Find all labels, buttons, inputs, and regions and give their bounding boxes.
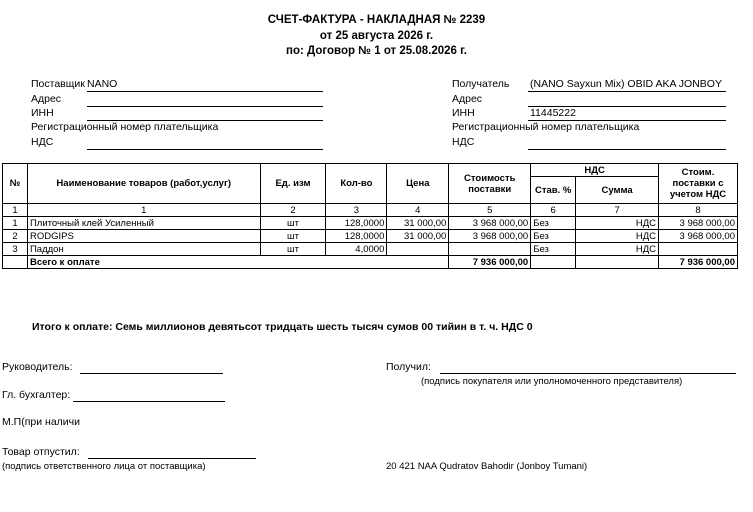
total-empty (576, 256, 659, 269)
stamp-label: М.П(при наличи (2, 416, 80, 428)
row-no: 3 (3, 243, 28, 256)
released-label: Товар отпустил: (2, 446, 80, 458)
row-price: 31 000,00 (387, 230, 449, 243)
total-label: Всего к оплате (27, 256, 448, 269)
header-vat-rate: Став. % (531, 177, 576, 204)
document-date: от 25 августа 2026 г. (319, 30, 434, 42)
row-unit: шт (260, 243, 326, 256)
supplier-name: NANO (87, 78, 118, 90)
row-name: RODGIPS (27, 230, 260, 243)
row-price: 31 000,00 (387, 217, 449, 230)
recipient-reg-label: Регистрационный номер плательщика (452, 121, 640, 133)
row-vat-sum: НДС (576, 217, 659, 230)
total-cost: 7 936 000,00 (449, 256, 531, 269)
header-price: Цена (387, 164, 449, 204)
row-qty: 128,0000 (326, 230, 387, 243)
released-note: (подпись ответственного лица от поставщика) (2, 461, 206, 472)
header-vat: НДС (531, 164, 659, 177)
received-label: Получил: (386, 361, 431, 373)
document-title: СЧЕТ-ФАКТУРА - НАКЛАДНАЯ № 2239 (267, 14, 486, 26)
table-row (3, 230, 738, 243)
row-name: Паддон (27, 243, 260, 256)
director-label: Руководитель: (2, 361, 73, 373)
col-number: 3 (326, 204, 387, 217)
column-number-row (3, 204, 738, 217)
row-vat-rate: Без (531, 230, 576, 243)
row-total (659, 243, 738, 256)
supplier-label: Поставщик (31, 78, 85, 90)
supplier-address-label: Адрес (31, 93, 62, 105)
supplier-vat-label: НДС (31, 136, 54, 148)
recipient-vat-line (528, 149, 726, 150)
row-unit: шт (260, 217, 326, 230)
col-number: 6 (531, 204, 576, 217)
col-number: 1 (3, 204, 28, 217)
header-cost: Стоимость поставки (449, 164, 531, 204)
row-no: 2 (3, 230, 28, 243)
total-empty (3, 256, 28, 269)
total-empty (531, 256, 576, 269)
recipient-address-label: Адрес (452, 93, 483, 105)
invoice-table (2, 163, 738, 269)
row-price (387, 243, 449, 256)
row-unit: шт (260, 230, 326, 243)
col-number: 8 (659, 204, 738, 217)
header-no: № (3, 164, 28, 204)
received-sign-line (440, 373, 736, 374)
recipient-inn-label: ИНН (452, 107, 475, 119)
row-total: 3 968 000,00 (659, 230, 738, 243)
supplier-inn-label: ИНН (31, 107, 54, 119)
row-qty: 4,0000 (326, 243, 387, 256)
supplier-name-line (87, 91, 323, 92)
supplier-address-line (87, 106, 323, 107)
recipient-vat-label: НДС (452, 136, 475, 148)
supplier-reg-label: Регистрационный номер плательщика (31, 121, 219, 133)
header-unit: Ед. изм (260, 164, 326, 204)
recipient-name-line (528, 91, 726, 92)
footer-recipient-info: 20 421 NAA Qudratov Bahodir (Jonboy Tumani) (386, 461, 588, 472)
table-row (3, 217, 738, 230)
row-qty: 128,0000 (326, 217, 387, 230)
row-vat-rate: Без (531, 217, 576, 230)
table-row (3, 243, 738, 256)
header-vat-sum: Сумма (576, 177, 659, 204)
row-vat-rate: Без (531, 243, 576, 256)
header-qty: Кол-во (326, 164, 387, 204)
col-number: 5 (449, 204, 531, 217)
row-total: 3 968 000,00 (659, 217, 738, 230)
amount-in-words: Итого к оплате: Семь миллионов девятьсот тридцать шесть тысяч сумов 00 тийин в т. ч. НДС 0 (32, 321, 533, 333)
director-sign-line (80, 373, 223, 374)
col-number: 4 (387, 204, 449, 217)
col-number: 2 (260, 204, 326, 217)
accountant-label: Гл. бухгалтер: (2, 389, 71, 401)
row-vat-sum: НДС (576, 243, 659, 256)
row-vat-sum: НДС (576, 230, 659, 243)
recipient-label: Получатель (452, 78, 510, 90)
total-with-vat: 7 936 000,00 (659, 256, 738, 269)
received-note: (подпись покупателя или уполномоченного представителя) (421, 376, 683, 387)
recipient-name: (NANO Sayxun Mix) OBID AKA JONBOY (530, 78, 722, 90)
accountant-sign-line (73, 401, 225, 402)
col-number: 1 (27, 204, 260, 217)
header-name: Наименование товаров (работ,услуг) (27, 164, 260, 204)
supplier-vat-line (87, 149, 323, 150)
row-no: 1 (3, 217, 28, 230)
row-name: Плиточный клей Усиленный (27, 217, 260, 230)
total-row (3, 256, 738, 269)
document-contract: по: Договор № 1 от 25.08.2026 г. (286, 45, 467, 57)
row-cost: 3 968 000,00 (449, 230, 531, 243)
row-cost: 3 968 000,00 (449, 217, 531, 230)
col-number: 7 (576, 204, 659, 217)
released-sign-line (88, 458, 256, 459)
recipient-inn: 11445222 (530, 107, 576, 119)
row-cost (449, 243, 531, 256)
header-total: Стоим. поставки с учетом НДС (659, 164, 738, 204)
